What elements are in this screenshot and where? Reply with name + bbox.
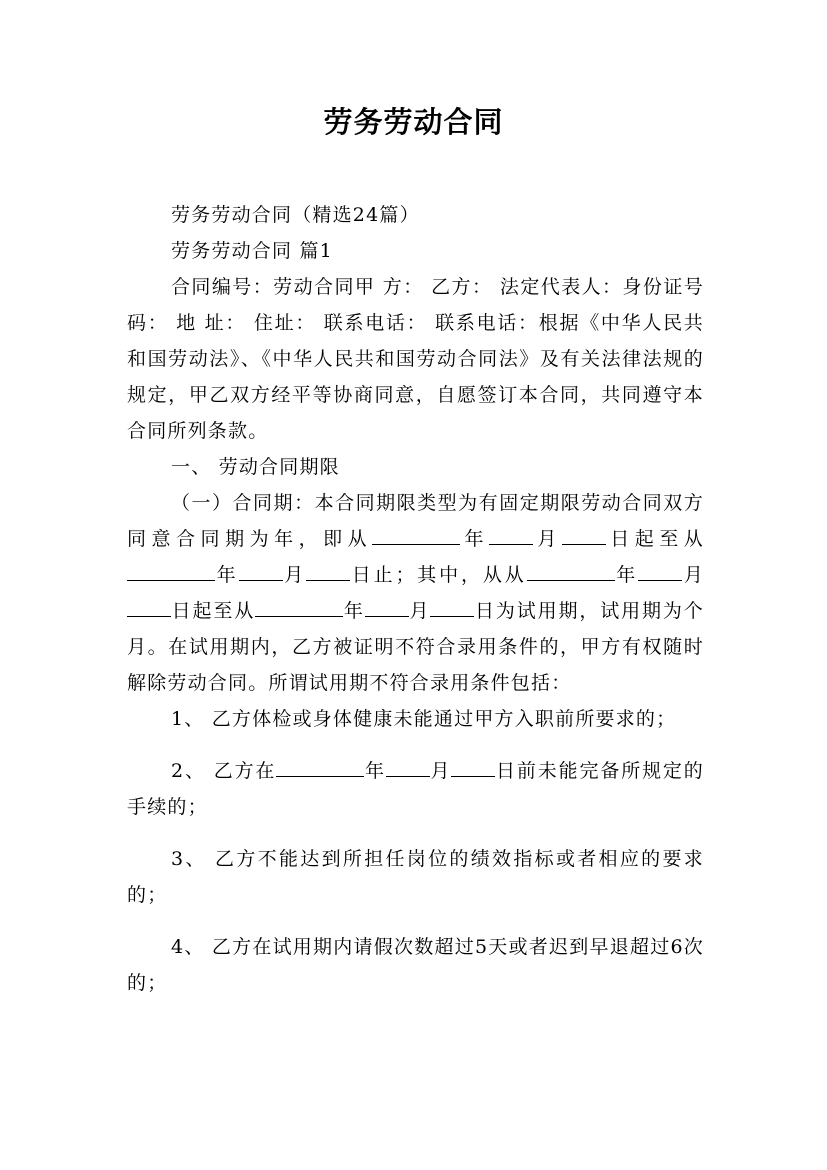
blank-field bbox=[451, 758, 495, 777]
document-subtitle: 劳务劳动合同（精选24篇） bbox=[171, 204, 420, 226]
document-title: 劳务劳动合同 bbox=[323, 105, 504, 139]
blank-field bbox=[489, 526, 533, 545]
blank-field bbox=[365, 598, 409, 617]
term-paragraph bbox=[127, 485, 704, 701]
blank-field bbox=[638, 562, 682, 581]
term-month: 月 bbox=[408, 600, 431, 622]
term-year: 年 bbox=[614, 564, 639, 586]
list-item: 4、 乙方在试用期内请假次数超过5天或者迟到早退超过6次的； bbox=[127, 936, 704, 994]
term-day-to: 日起至从 bbox=[171, 600, 256, 622]
item-2-text-b: 日前未能完备所规定的手续的； bbox=[127, 760, 704, 818]
term-year: 年 bbox=[343, 600, 365, 622]
blank-field bbox=[372, 526, 460, 545]
term-day-end: 日止；其中，从从 bbox=[350, 564, 527, 586]
clause-one-heading: 一、 劳动合同期限 bbox=[171, 456, 340, 478]
blank-field bbox=[386, 758, 430, 777]
blank-field bbox=[562, 526, 606, 545]
document-body bbox=[127, 197, 704, 1001]
blank-field bbox=[430, 598, 474, 617]
list-item: 3、 乙方不能达到所担任岗位的绩效指标或者相应的要求的； bbox=[127, 848, 704, 906]
list-item: 1、 乙方体检或身体健康未能通过甲方入职前所要求的； bbox=[171, 708, 677, 730]
item-2-month: 月 bbox=[429, 760, 452, 782]
term-day-from: 日起至从 bbox=[605, 528, 704, 550]
term-day-trial: 日为试用期，试用期为个月。在试用期内，乙方被证明不符合录用条件的，甲方有权随时解除劳动合同。所谓试用期不符合录用条件包括： bbox=[127, 600, 704, 694]
intro-paragraph: 合同编号：劳动合同甲 方： 乙方： 法定代表人：身份证号码： 地 址： 住址： 联系电话： 联系电话：根据《中华人民共和国劳动法》、《中华人民共和国劳动合同法》及有关法律法规的规定，甲乙双方经平等协商同意，自愿签订本合同，共同遵守本合同所列条款。 bbox=[127, 276, 704, 442]
list-item bbox=[127, 753, 704, 825]
term-year: 年 bbox=[215, 564, 239, 586]
item-2-year: 年 bbox=[364, 760, 386, 782]
blank-field bbox=[527, 562, 615, 581]
blank-field bbox=[127, 562, 215, 581]
blank-field bbox=[276, 758, 364, 777]
blank-field bbox=[127, 598, 171, 617]
blank-field bbox=[255, 598, 343, 617]
term-text-1: （一）合同期：本合同期限类型为有固定期限劳动合同双方同意合同期为年，即从 bbox=[127, 492, 704, 550]
section-heading: 劳务劳动合同 篇1 bbox=[171, 240, 333, 262]
term-month: 月 bbox=[282, 564, 307, 586]
term-month: 月 bbox=[533, 528, 562, 550]
item-2-text-a: 2、 乙方在 bbox=[171, 760, 277, 782]
term-year: 年 bbox=[460, 528, 490, 550]
blank-field bbox=[306, 562, 350, 581]
blank-field bbox=[239, 562, 283, 581]
term-month: 月 bbox=[682, 564, 705, 586]
